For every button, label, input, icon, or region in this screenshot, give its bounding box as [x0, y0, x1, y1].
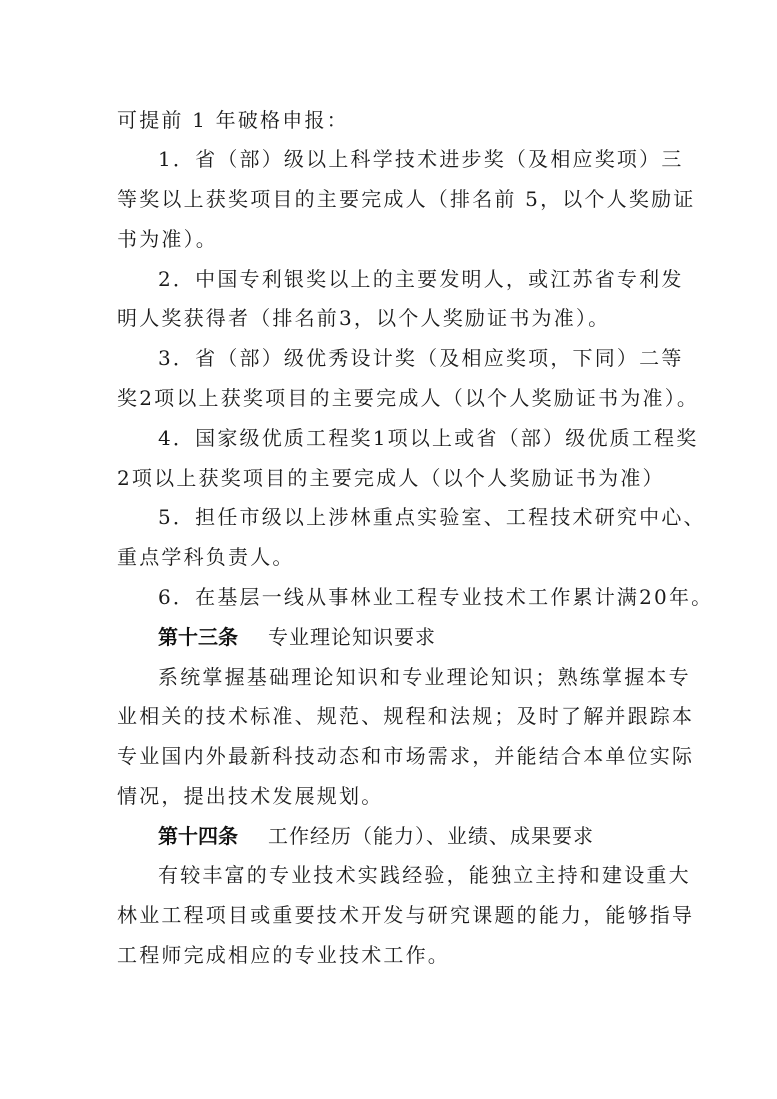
text-line: 情况，提出技术发展规划。: [117, 784, 384, 808]
text-line: 有较丰富的专业技术实践经验，能独立主持和建设重大: [158, 863, 691, 887]
text-line: 1．省（部）级以上科学技术进步奖（及相应奖项）三: [158, 147, 684, 171]
text-line: 2．中国专利银奖以上的主要发明人，或江苏省专利发: [158, 267, 684, 291]
text-line: 奖2项以上获奖项目的主要完成人（以个人奖励证书为准）。: [117, 386, 700, 410]
text-line: 系统掌握基础理论知识和专业理论知识；熟练掌握本专: [158, 665, 691, 689]
text-line: 6．在基层一线从事林业工程专业技术工作累计满20年。: [158, 585, 714, 609]
article-14-title: 工作经历（能力）、业绩、成果要求: [268, 824, 594, 848]
text-line: 书为准）。: [117, 227, 218, 251]
text-line: 明人奖获得者（排名前3，以个人奖励证书为准）。: [117, 306, 611, 330]
text-line: 重点学科负责人。: [117, 545, 295, 569]
text-line: 工程师完成相应的专业技术工作。: [117, 943, 450, 967]
text-line: 可提前 1 年破格申报：: [117, 108, 349, 132]
text-line: 林业工程项目或重要技术开发与研究课题的能力，能够指导: [117, 903, 695, 927]
article-13-heading: 第十三条: [158, 625, 238, 649]
article-14-heading: 第十四条: [158, 824, 238, 848]
text-line: 4．国家级优质工程奖1项以上或省（部）级优质工程奖: [158, 426, 699, 450]
text-line: 等奖以上获奖项目的主要完成人（排名前 5，以个人奖励证: [117, 187, 696, 211]
text-line: 5．担任市级以上涉林重点实验室、工程技术研究中心、: [158, 505, 706, 529]
text-line: 专业国内外最新科技动态和市场需求，并能结合本单位实际: [117, 744, 695, 768]
text-line: 业相关的技术标准、规范、规程和法规；及时了解并跟踪本: [117, 704, 695, 728]
text-line: 3．省（部）级优秀设计奖（及相应奖项，下同）二等: [158, 346, 684, 370]
text-line: 2项以上获奖项目的主要完成人（以个人奖励证书为准）: [117, 466, 665, 490]
article-13-title: 专业理论知识要求: [268, 625, 436, 649]
